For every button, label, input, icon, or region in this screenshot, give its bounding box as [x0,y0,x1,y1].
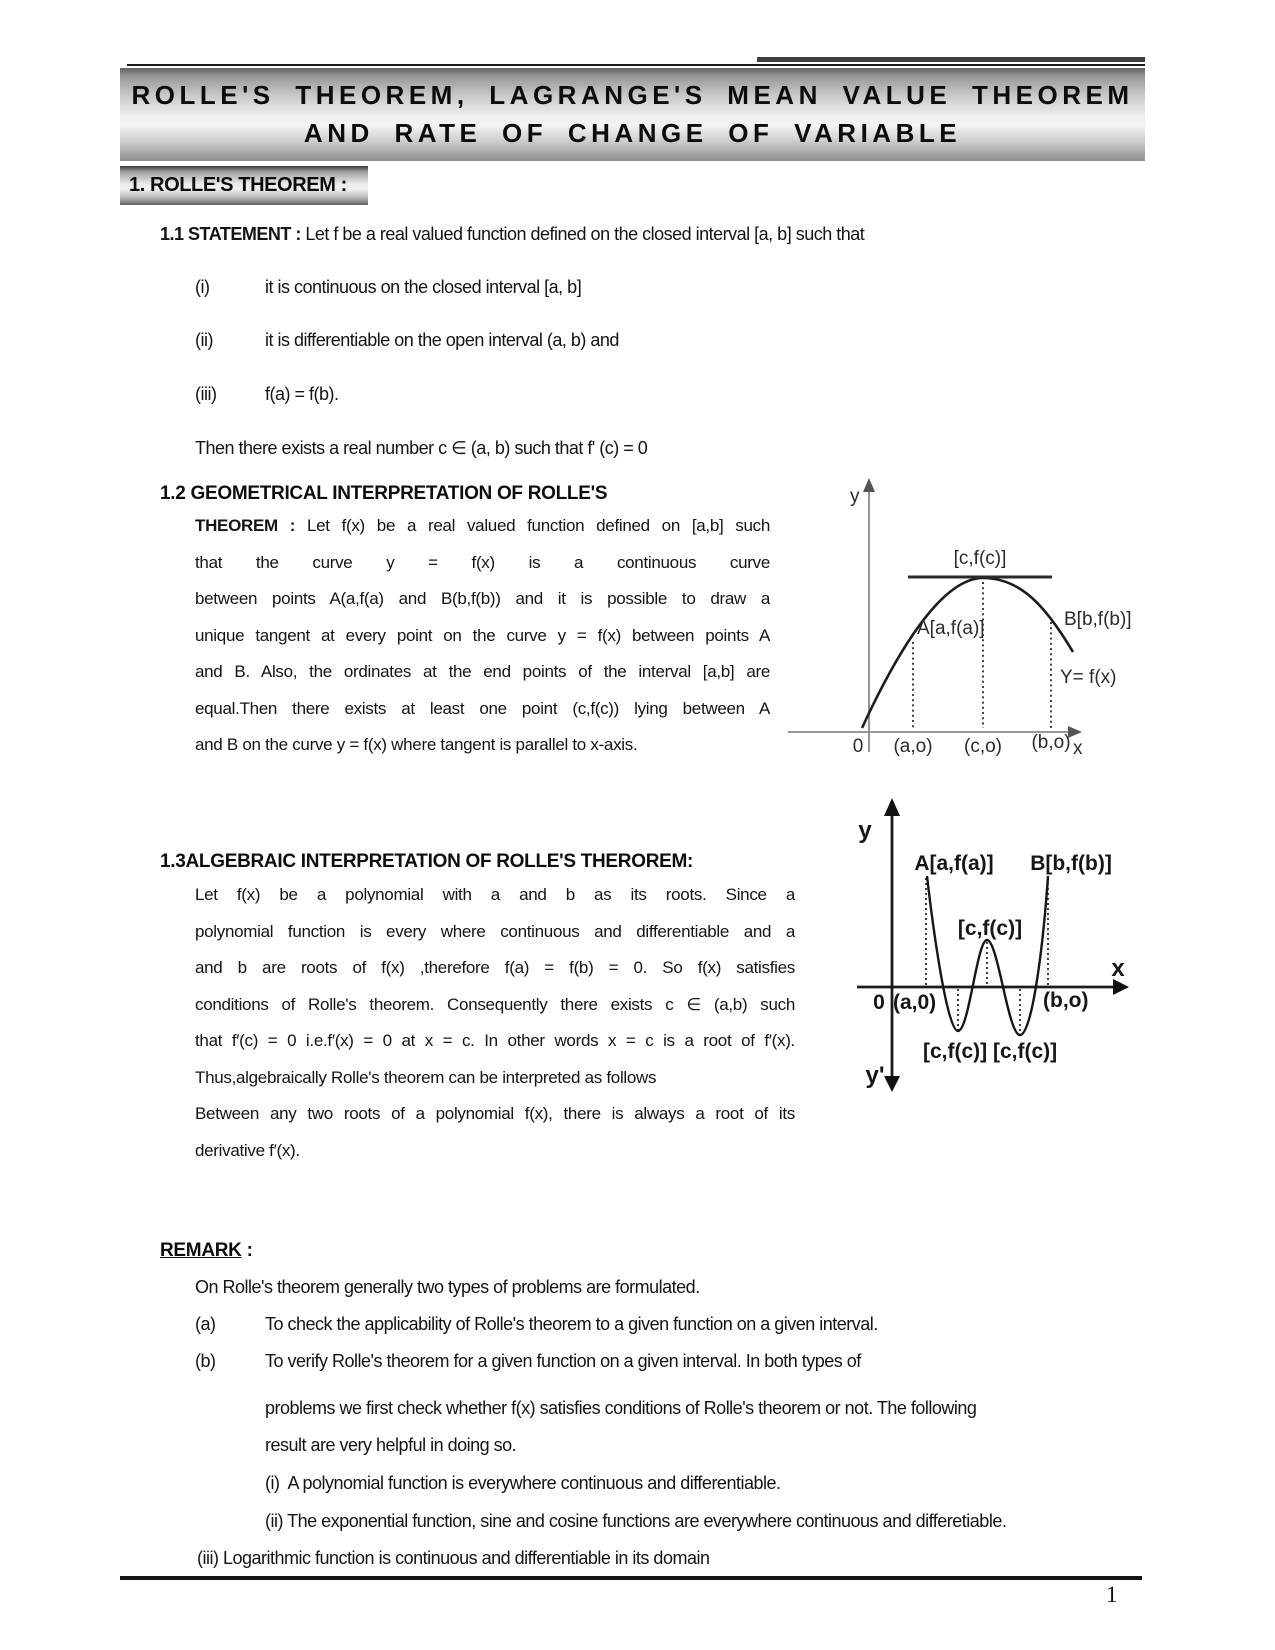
item-i-marker: (i) [195,277,210,297]
tick-b-label: (b,o) [1043,989,1089,1012]
y-prime-axis-label: y' [865,1062,885,1089]
x-axis-label: x [1073,738,1083,759]
statement-item-iii [195,384,339,405]
remark-b-marker: (b) [195,1351,216,1371]
graph2-svg [835,778,1140,1118]
algebraic-paragraph [195,877,795,1169]
origin-label: 0 [852,736,864,757]
paragraph-line: between points A(a,f(a) and B(b,f(b)) and it is possible to draw a [195,589,770,608]
tick-a-label: (a,0) [893,991,937,1014]
paragraph-line: derivative f′(x). [195,1140,300,1160]
remark-colon: : [241,1240,253,1261]
top-rule-short [757,57,1145,62]
section-1-chip [120,166,368,205]
remark-a-marker: (a) [195,1314,216,1334]
page-title-line1: ROLLE'S THEOREM, LAGRANGE'S MEAN VALUE THEOREM [131,80,1134,110]
statement-intro: Let f be a real valued function defined on the closed interval [a, b] such that [305,224,865,244]
polynomial-curve [927,876,1048,1035]
point-b-label: B[b,f(b)] [1030,852,1112,875]
paragraph-line: Let f(x) be a polynomial with a and b as its roots. Since a [195,885,795,904]
y-axis-label: y [858,817,872,844]
rolle-algebraic-figure [835,778,1140,1118]
tick-b-label: (b,o) [1031,732,1071,753]
bottom-points-label: [c,f(c)] [c,f(c)] [923,1040,1058,1063]
x-axis-label: x [1111,955,1125,982]
point-a-label: A[a,f(a)] [914,852,994,875]
remark-heading: REMARK [160,1240,242,1261]
y-prime-arrow-icon [884,1076,900,1092]
remark-item-a [195,1314,878,1335]
remark-b-text: To verify Rolle's theorem for a given function on a given interval. In both types of [265,1351,861,1371]
paragraph-line [195,508,770,545]
remark-item-b-cont2: result are very helpful in doing so. [265,1435,517,1455]
y-axis-arrow-icon [863,478,875,492]
page-number: 1 [1106,1582,1118,1607]
tangent-point-label: [c,f(c)] [953,548,1007,569]
paragraph-line: Thus,algebraically Rolle's theorem can be interpreted as follows [195,1067,657,1087]
tick-a-label: (a,o) [893,736,933,757]
remark-heading-row [160,1240,253,1262]
point-c-label: [c,f(c)] [957,917,1023,940]
curve-y-fx [862,578,1073,728]
paragraph-line: polynomial function is every where continuous and differentiable and a [195,921,795,941]
section-1-heading: 1. ROLLE'S THEOREM : [129,174,347,196]
section-1-3-heading: 1.3ALGEBRAIC INTERPRETATION OF ROLLE'S THEROREM: [160,851,694,872]
graph1-svg [780,470,1145,775]
statement-item-ii [195,330,619,351]
item-ii-marker: (ii) [195,330,213,350]
remark-item-b-cont1: problems we first check whether f(x) satisfies conditions of Rolle's theorem or not. The following [265,1398,977,1418]
statement-label: 1.1 STATEMENT : [160,224,306,244]
theorem-line1: Let f(x) be a real valued function defined on [a,b] such [306,516,770,535]
paragraph-line: that the curve y = f(x) is a continuous curve [195,552,770,572]
statement-conclusion: Then there exists a real number c ∈ (a, b) such that f' (c) = 0 [195,438,648,458]
remark-sub-ii: (ii) The exponential function, sine and cosine functions are everywhere continuous and differetiable. [265,1511,1007,1531]
rolle-geometric-figure [780,470,1145,775]
title-banner [120,68,1145,161]
paragraph-line: Between any two roots of a polynomial f(x), there is always a root of its [195,1104,795,1123]
point-a-label: A[a,f(a)] [917,618,985,639]
item-iii-text: f(a) = f(b). [265,384,339,404]
remark-sub-iii: (iii) Logarithmic function is continuous and differentiable in its domain [197,1548,710,1568]
statement-item-i [195,277,581,298]
paragraph-line: unique tangent at every point on the curve y = f(x) between points A [195,625,770,645]
item-iii-marker: (iii) [195,384,217,404]
remark-item-b [195,1351,861,1372]
curve-equation-label: Y= f(x) [1060,667,1117,688]
tick-c-label: (c,o) [964,736,1002,757]
footer-rule [120,1576,1142,1580]
paragraph-line: and b are roots of f(x) ,therefore f(a) = f(b) = 0. So f(x) satisfies [195,958,795,977]
origin-label: 0 [873,991,885,1014]
section-1-2-heading: 1.2 GEOMETRICAL INTERPRETATION OF ROLLE'S [160,483,608,504]
remark-a-text: To check the applicability of Rolle's theorem to a given function on a given interval. [265,1314,878,1334]
item-ii-text: it is differentiable on the open interval (a, b) and [265,330,619,350]
point-b-label: B[b,f(b)] [1064,609,1132,630]
y-axis-arrow-icon [884,798,900,816]
statement-line [160,224,864,245]
paragraph-line: and B. Also, the ordinates at the end points of the interval [a,b] are [195,662,770,681]
paragraph-line: conditions of Rolle's theorem. Consequently there exists c ∈ (a,b) such [195,994,795,1014]
remark-sub-i: (i) A polynomial function is everywhere continuous and differentiable. [265,1473,781,1493]
item-i-text: it is continuous on the closed interval [a, b] [265,277,582,297]
geometric-paragraph [195,508,770,764]
theorem-lead: THEOREM : [195,516,307,535]
paragraph-line: equal.Then there exists at least one point (c,f(c)) lying between A [195,698,770,718]
remark-intro: On Rolle's theorem generally two types of problems are formulated. [195,1277,700,1297]
top-rule-long [127,64,1145,66]
y-axis-label: y [850,486,860,507]
page-title-line2: AND RATE OF CHANGE OF VARIABLE [303,118,962,148]
paragraph-line: that f′(c) = 0 i.e.f′(x) = 0 at x = c. In other words x = c is a root of f′(x). [195,1031,795,1050]
paragraph-line: and B on the curve y = f(x) where tangent is parallel to x-axis. [195,735,638,754]
